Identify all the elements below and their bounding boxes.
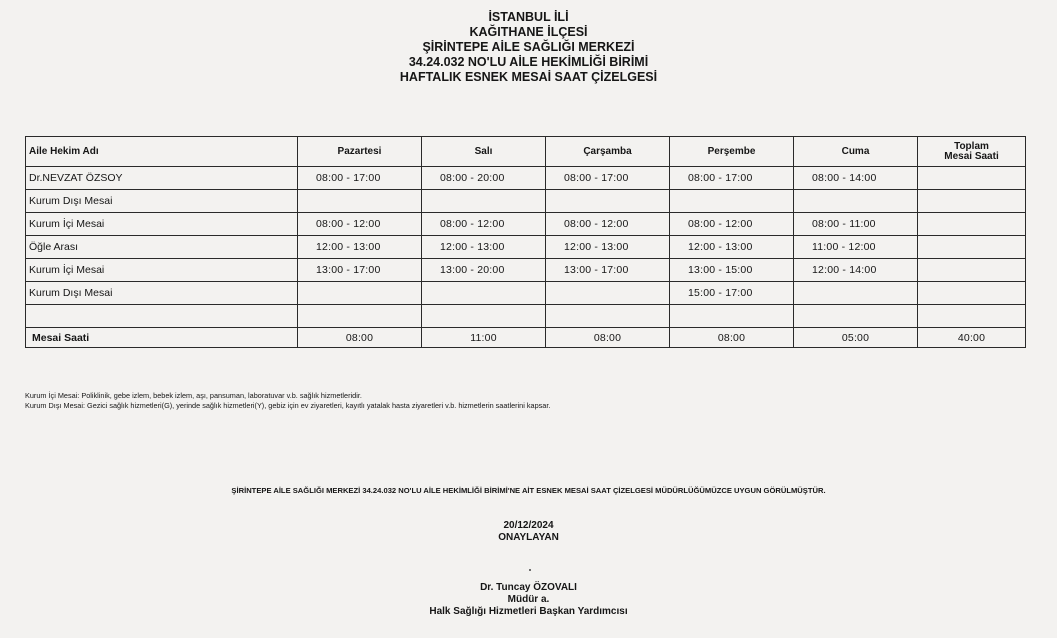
summary-cell: 05:00 xyxy=(794,328,918,348)
table-cell xyxy=(670,190,794,213)
footnote-external: Kurum Dışı Mesai: Gezici sağlık hizmetleri(G), yerinde sağlık hizmetleri(Y), gebiz için ev ziyaretleri, kayıtlı yatalak hasta ziyaretleri v.b. hizmetlerin saatlerini kapsar. xyxy=(25,401,551,410)
table-cell: 08:00 - 12:00 xyxy=(546,213,670,236)
table-cell: 08:00 - 11:00 xyxy=(794,213,918,236)
summary-cell: 08:00 xyxy=(298,328,422,348)
table-cell xyxy=(422,282,546,305)
table-row xyxy=(26,282,1026,305)
approval-statement: ŞİRİNTEPE AİLE SAĞLIĞI MERKEZİ 34.24.032 NO'LU AİLE HEKİMLİĞİ BİRİMİ'NE AİT ESNEK MESAİ SAAT ÇİZELGESİ MÜDÜRLÜĞÜMÜZCE UYGUN GÖRÜLMÜŞTÜR. xyxy=(231,486,826,495)
table-cell: 08:00 - 12:00 xyxy=(670,213,794,236)
table-cell: 12:00 - 13:00 xyxy=(670,236,794,259)
summary-cell: 11:00 xyxy=(422,328,546,348)
header-total-line1: Toplam xyxy=(954,140,989,152)
header-unit: 34.24.032 NO'LU AİLE HEKİMLİĞİ BİRİMİ xyxy=(408,55,649,69)
signer-position: Halk Sağlığı Hizmetleri Başkan Yardımcısı xyxy=(429,606,628,617)
document-header xyxy=(0,10,1057,85)
table-cell xyxy=(298,282,422,305)
table-cell xyxy=(794,305,918,328)
table-cell xyxy=(298,190,422,213)
table-row xyxy=(26,167,1026,190)
table-header-row xyxy=(26,137,1026,167)
summary-total: 40:00 xyxy=(918,328,1026,348)
footnotes xyxy=(25,391,550,411)
table-row xyxy=(26,305,1026,328)
header-province: İSTANBUL İLİ xyxy=(488,10,569,24)
table-cell: 12:00 - 13:00 xyxy=(422,236,546,259)
table-cell xyxy=(298,305,422,328)
table-cell: 13:00 - 20:00 xyxy=(422,259,546,282)
row-label: Kurum İçi Mesai xyxy=(26,213,298,236)
total-cell xyxy=(918,167,1026,190)
summary-row xyxy=(26,328,1026,348)
footnote-internal: Kurum İçi Mesai: Poliklinik, gebe izlem, bebek izlem, aşı, pansuman, laboratuvar v.b. sağlık hizmetleridir. xyxy=(25,391,362,400)
table-cell: 08:00 - 12:00 xyxy=(422,213,546,236)
table-row xyxy=(26,213,1026,236)
table-cell xyxy=(546,282,670,305)
row-label xyxy=(26,305,298,328)
date-block xyxy=(0,520,1057,544)
header-day: Çarşamba xyxy=(546,137,670,167)
table-cell: 12:00 - 14:00 xyxy=(794,259,918,282)
summary-cell: 08:00 xyxy=(670,328,794,348)
row-label: Kurum İçi Mesai xyxy=(26,259,298,282)
approver-title: ONAYLAYAN xyxy=(498,532,559,543)
total-cell xyxy=(918,259,1026,282)
table-row xyxy=(26,190,1026,213)
header-day: Salı xyxy=(422,137,546,167)
header-day: Perşembe xyxy=(670,137,794,167)
table-cell: 08:00 - 17:00 xyxy=(298,167,422,190)
total-cell xyxy=(918,282,1026,305)
table-cell xyxy=(422,305,546,328)
total-cell xyxy=(918,236,1026,259)
total-cell xyxy=(918,305,1026,328)
table-cell: 08:00 - 14:00 xyxy=(794,167,918,190)
approval-date: 20/12/2024 xyxy=(503,520,554,531)
header-total-line2: Mesai Saati xyxy=(944,150,999,162)
header-doctor-name: Aile Hekim Adı xyxy=(26,137,298,167)
table-cell xyxy=(794,190,918,213)
total-cell xyxy=(918,190,1026,213)
table-cell: 08:00 - 17:00 xyxy=(546,167,670,190)
table-cell xyxy=(546,305,670,328)
summary-label: Mesai Saati xyxy=(26,328,298,348)
table-cell: 12:00 - 13:00 xyxy=(298,236,422,259)
row-label: Öğle Arası xyxy=(26,236,298,259)
table-cell: 13:00 - 15:00 xyxy=(670,259,794,282)
summary-cell: 08:00 xyxy=(546,328,670,348)
header-day: Cuma xyxy=(794,137,918,167)
schedule-table xyxy=(25,136,1026,348)
table-cell xyxy=(422,190,546,213)
table-cell: 08:00 - 17:00 xyxy=(670,167,794,190)
row-label: Dr.NEVZAT ÖZSOY xyxy=(26,167,298,190)
table-cell xyxy=(670,305,794,328)
header-center: ŞİRİNTEPE AİLE SAĞLIĞI MERKEZİ xyxy=(422,40,635,54)
table-cell: 11:00 - 12:00 xyxy=(794,236,918,259)
table-cell: 08:00 - 12:00 xyxy=(298,213,422,236)
table-cell: 13:00 - 17:00 xyxy=(298,259,422,282)
total-cell xyxy=(918,213,1026,236)
signer-block xyxy=(0,582,1057,618)
signer-role: Müdür a. xyxy=(507,594,550,605)
header-day: Pazartesi xyxy=(298,137,422,167)
table-cell: 15:00 - 17:00 xyxy=(670,282,794,305)
table-cell: 08:00 - 20:00 xyxy=(422,167,546,190)
table-row xyxy=(26,259,1026,282)
header-title: HAFTALIK ESNEK MESAİ SAAT ÇİZELGESİ xyxy=(399,70,658,84)
header-district: KAĞITHANE İLÇESİ xyxy=(469,25,588,39)
row-label: Kurum Dışı Mesai xyxy=(26,190,298,213)
table-cell: 13:00 - 17:00 xyxy=(546,259,670,282)
table-row xyxy=(26,236,1026,259)
table-cell xyxy=(546,190,670,213)
row-label: Kurum Dışı Mesai xyxy=(26,282,298,305)
signer-name: Dr. Tuncay ÖZOVALI xyxy=(480,582,577,593)
signature-mark xyxy=(529,569,531,571)
table-cell: 12:00 - 13:00 xyxy=(546,236,670,259)
header-total-hours xyxy=(918,137,1026,167)
table-cell xyxy=(794,282,918,305)
